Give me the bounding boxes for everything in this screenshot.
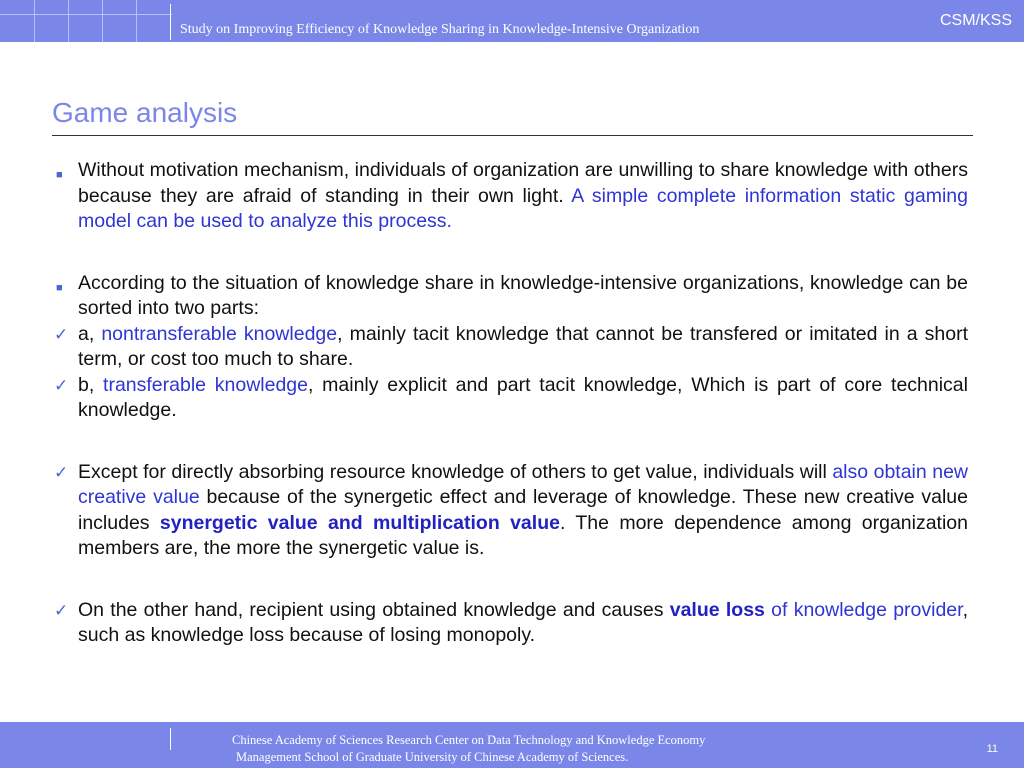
footer-separator (170, 728, 171, 750)
checkmark-icon: ✓ (54, 462, 69, 482)
check-item: ✓ a, nontransferable knowledge, mainly tacit knowledge that cannot be transfered or imitated in a short term, or cost too much to share. (54, 322, 968, 370)
header-bar (0, 0, 1024, 42)
square-bullet-icon: ■ (56, 281, 63, 294)
header-grid-decoration (0, 0, 172, 42)
title-underline (52, 135, 973, 136)
footer-line-2: Management School of Graduate University of Chinese Academy of Sciences. (236, 750, 629, 764)
checkmark-icon: ✓ (54, 324, 69, 344)
page-number: 11 (986, 743, 998, 755)
square-bullet-icon: ■ (56, 169, 63, 181)
slide-title: Game analysis (52, 97, 238, 128)
slide-body (54, 158, 968, 649)
checkmark-icon: ✓ (54, 600, 69, 620)
check-item: ✓ Except for directly absorbing resource knowledge of others to get value, individuals will also obtain new creative value because of the synergetic effect and leverage of knowledge. These new creative value includes synergetic value and multiplication value. The more dependence among organization members are, the more the synergetic value is. (54, 460, 968, 559)
bullet-item: ■ According to the situation of knowledge share in knowledge-intensive organizations, knowledge can be sorted into two parts: (56, 271, 968, 319)
bullet-item: ■ Without motivation mechanism, individuals of organization are unwilling to share knowledge with others because they are afraid of standing in their own light. A simple complete information static gaming model can be used to analyze this process. (56, 159, 968, 232)
header-separator (170, 4, 171, 40)
footer-line-1: Chinese Academy of Sciences Research Center on Data Technology and Knowledge Economy (232, 733, 706, 747)
checkmark-icon: ✓ (54, 375, 69, 395)
header-tag: CSM/KSS (939, 12, 1012, 29)
check-item: ✓ b, transferable knowledge, mainly explicit and part tacit knowledge, Which is part of core technical knowledge. (54, 373, 968, 421)
header-title: Study on Improving Efficiency of Knowledge Sharing in Knowledge-Intensive Organization (180, 22, 700, 37)
check-item: ✓ On the other hand, recipient using obtained knowledge and causes value loss of knowledge provider, such as knowledge loss because of losing monopoly. (54, 598, 968, 646)
